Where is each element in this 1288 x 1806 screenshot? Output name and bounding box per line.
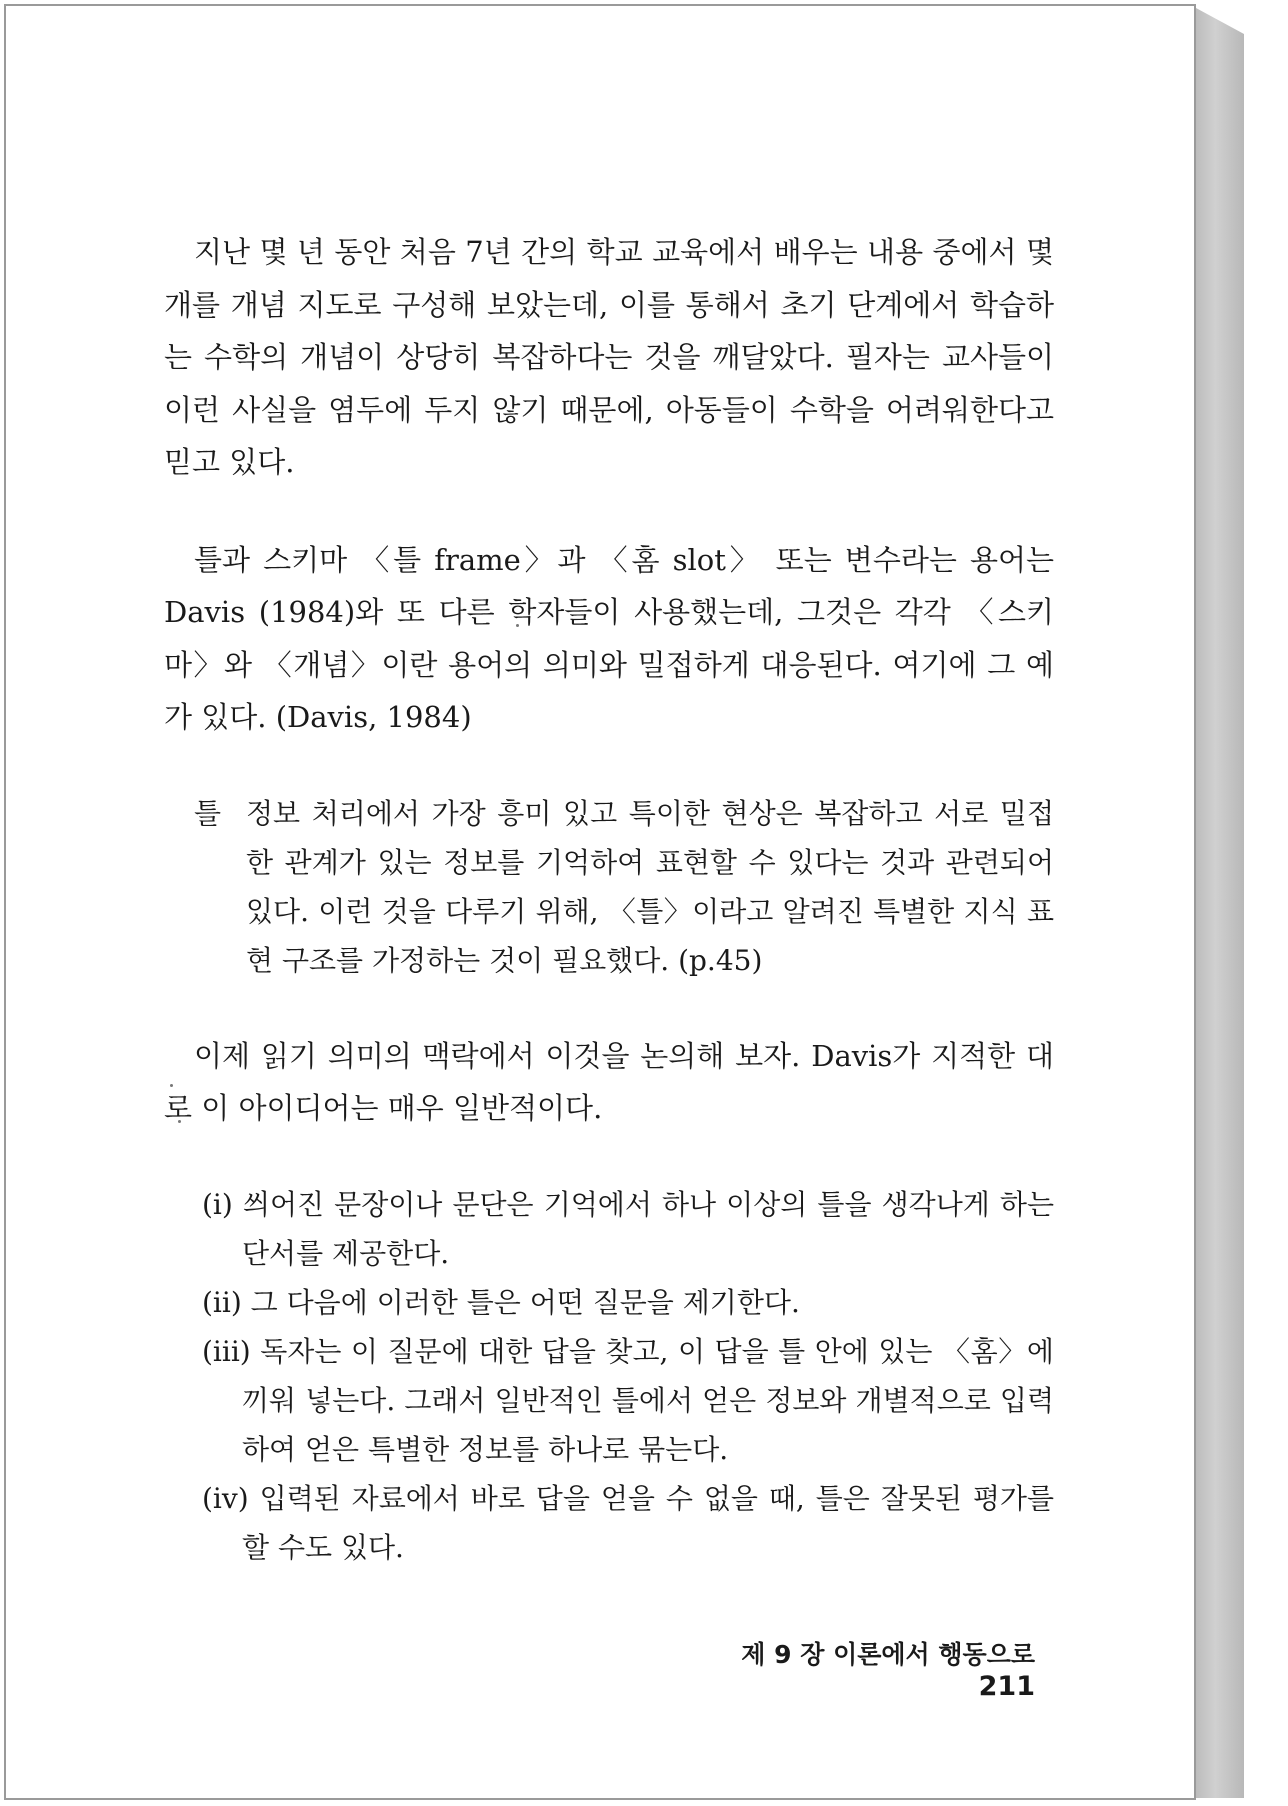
davis-quote	[194, 789, 1054, 985]
list-marker: (ii)	[202, 1285, 242, 1319]
page-content	[164, 226, 1054, 1572]
list-item	[202, 1278, 1054, 1327]
list-marker: (iv)	[202, 1481, 249, 1515]
chapter-title: 제 9 장 이론에서 행동으로	[741, 1640, 1035, 1669]
frame-process-list	[202, 1180, 1054, 1572]
list-item	[202, 1474, 1054, 1572]
page-footer	[680, 1635, 1035, 1702]
list-text: 독자는 이 질문에 대한 답을 찾고, 이 답을 틀 안에 있는 〈홈〉에 끼워 넣는다. 그래서 일반적인 틀에서 얻은 정보와 개별적으로 입력하여 얻은 특별한 정보를 하나로 묶는다.	[242, 1334, 1054, 1466]
paragraph-reading-context: 이제 읽기 의미의 맥락에서 이것을 논의해 보자. Davis가 지적한 대로 이 아이디어는 매우 일반적이다.	[164, 1038, 1054, 1125]
list-marker: (i)	[202, 1187, 233, 1221]
list-text: 씌어진 문장이나 문단은 기억에서 하나 이상의 틀을 생각나게 하는 단서를 제공한다.	[242, 1187, 1054, 1270]
paragraph-intro: 지난 몇 년 동안 처음 7년 간의 학교 교육에서 배우는 내용 중에서 몇 개를 개념 지도로 구성해 보았는데, 이를 통해서 초기 단계에서 학습하는 수학의 개념이 상당히 복잡하다는 것을 깨달았다. 필자는 교사들이 이런 사실을 염두에 두지 않기 때문에, 아동들이 수학을 어려워한다고 믿고 있다.	[164, 235, 1054, 479]
list-text: 입력된 자료에서 바로 답을 얻을 수 없을 때, 틀은 잘못된 평가를 할 수도 있다.	[242, 1481, 1054, 1564]
list-item	[202, 1327, 1054, 1474]
paragraph-frame-schema: 틀과 스키마 〈틀 frame〉과 〈홈 slot〉 또는 변수라는 용어는 Davis (1984)와 또 다른 학자들이 사용했는데, 그것은 각각 〈스키마〉와 〈개념〉이란 용어의 의미와 밀접하게 대응된다. 여기에 그 예가 있다. (Davis, 1984)	[164, 542, 1054, 734]
book-edge-shadow	[1196, 8, 1244, 1798]
quote-text: 정보 처리에서 가장 흥미 있고 특이한 현상은 복잡하고 서로 밀접한 관계가 있는 정보를 기억하여 표현할 수 있다는 것과 관련되어 있다. 이런 것을 다루기 위해, 〈틀〉이라고 알려진 특별한 지식 표현 구조를 가정하는 것이 필요했다. (p.45)	[246, 796, 1054, 977]
list-item	[202, 1180, 1054, 1278]
list-marker: (iii)	[202, 1334, 251, 1368]
page-number: 211	[978, 1671, 1035, 1702]
list-text: 그 다음에 이러한 틀은 어떤 질문을 제기한다.	[250, 1285, 800, 1319]
quote-term: 틀	[194, 796, 222, 830]
